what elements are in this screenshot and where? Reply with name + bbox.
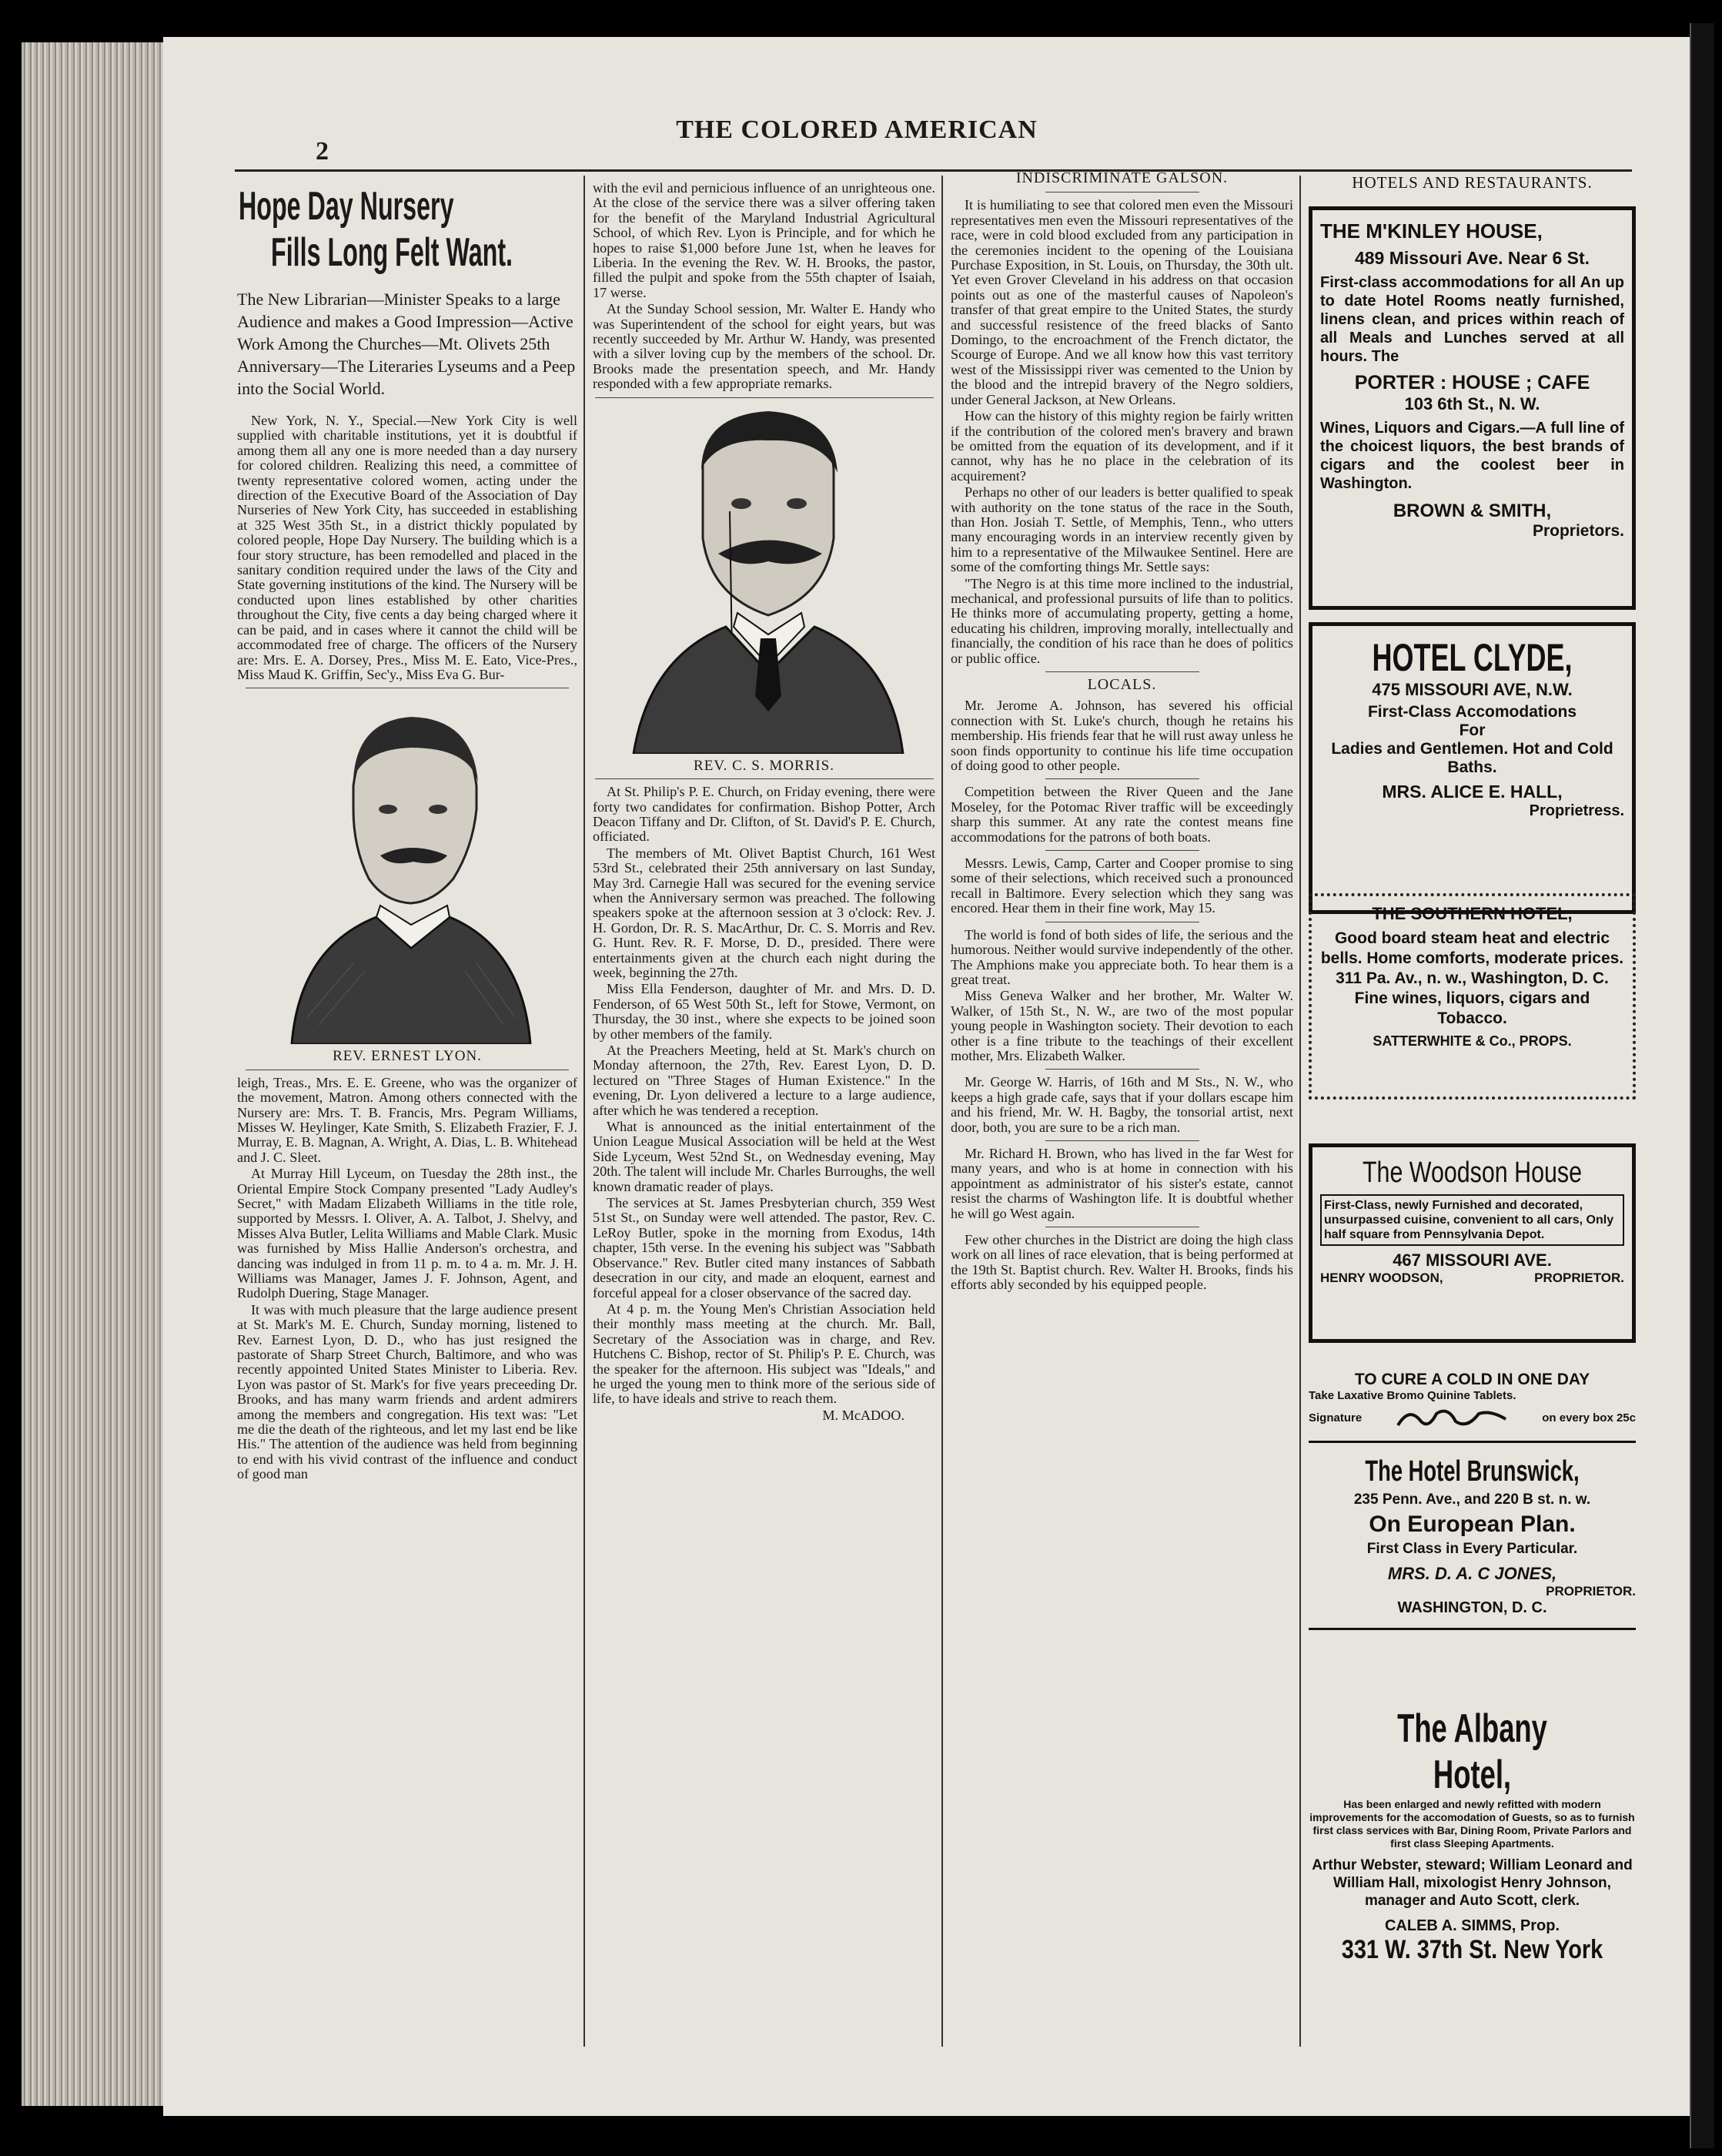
ad-address: 103 6th St., N. W.: [1404, 394, 1540, 413]
page-right-edge: [1690, 23, 1714, 2148]
article-paragraph: It is humiliating to see that colored men even the Missouri representatives men even the Missouri representatives of the race, were in cold blood excluded from any participation in the ceremonies incident to the opening of the Louisiana Purchase Exposition, in St. Louis, on Thursday, the 30th ult. Yet even Grover Cleveland in his address on that occasion points out as one of the masterful causes of Napoleon's transfer of that great empire to the United States, the sturdy and successful resistence of the freed blacks of Santo Domingo, to the encroachment of the French dictator, the Scourge of Europe. And we all know how this vast territory west of the Mississippi river was cemented to the Union by the blood and the intrepid bravery of the Negro soldiers, under General Jackson, at New Orleans.: [951, 197, 1293, 407]
ad-owner: MRS. D. A. C JONES,: [1387, 1564, 1557, 1583]
ad-address: 235 Penn. Ave., and 220 B st. n. w.: [1353, 1491, 1591, 1508]
ad-address: 489 Missouri Ave. Near 6 St.: [1354, 248, 1590, 268]
article-paragraph: with the evil and pernicious influence of an unrighteous one. At the close of the service there was a silver offering taken for the benefit of the Maryland Industrial Agricultural School, of which Rev. Lyon is Principle, and for which he hopes to raise $1,000 before June 1st, when he leaves for Liberia. In the evening the Rev. W. H. Brooks, the pastor, filled the pulpit and spoke from the 55th chapter of Isaiah, 17 werse.: [593, 181, 935, 300]
section-heading: HOTELS AND RESTAURANTS.: [1352, 173, 1593, 192]
headline-line-1: Hope Day Nursery: [239, 184, 454, 229]
portrait-caption: REV. C. S. MORRIS.: [694, 757, 834, 774]
ad-owner: BROWN & SMITH,: [1393, 500, 1552, 521]
rule: [1309, 1441, 1636, 1443]
local-item: Few other churches in the District are doing the high class work on all lines of race elevation, that is being performed at the 19th St. Baptist church. Rev. Walter H. Brooks, finds his efforts ably seconded by his equipped people.: [951, 1232, 1293, 1293]
ad-body: First-class accommodations for all An up to date Hotel Rooms neatly furnished, linens clean, and prices within reach of all Meals and Lunches served at all hours. The: [1320, 274, 1624, 365]
rule: [1309, 1628, 1636, 1630]
ad-title: TO CURE A COLD IN ONE DAY: [1354, 1371, 1590, 1388]
article-paragraph: How can the history of this mighty region be fairly written if the contribution of the colored men's bravery and brawn be omitted from the equation of its development, and if it cannot, why has he no place in the celebration of its acquirement?: [951, 408, 1293, 484]
ad-signature-label: Signature: [1309, 1411, 1363, 1424]
article-paragraph: It was with much pleasure that the large audience present at St. Mark's M. E. Church, Sunday morning, listened to Rev. Earnest Lyon, D. D., who has just resigned the pastorate of Sharp Street Church, Baltimore, and who was recently appointed United States Minister to Liberia. Rev. Lyon was pastor of St. Mark's for five years preceeding Dr. Brooks, and has many warm friends and ardent admirers among the members and congregation. His text was: "Let me die the death of the righteous, and let my last end be like His." The attention of the audience was held from beginning to end with his vivid contrast of the influence and conduct of good man: [237, 1301, 577, 1482]
portrait-ernest-lyon: [246, 694, 569, 1044]
ad-owner-title: Proprietors.: [1532, 522, 1624, 540]
ad-mckinley-house: [1309, 206, 1636, 610]
ad-owner-title: PROPRIETOR.: [1546, 1584, 1636, 1599]
editorial-heading: INDISCRIMINATE GALSON.: [1015, 171, 1229, 186]
local-item: Mr. Richard H. Brown, who has lived in the far West for many years, and who is at home in connection with his appointment as administrator of his sister's estate, cannot resist the charms of Washington life. It is doubtful whether he will go West again.: [951, 1145, 1293, 1221]
ad-albany-hotel: [1309, 1706, 1636, 1965]
ad-owner: MRS. ALICE E. HALL,: [1382, 782, 1563, 802]
ad-title: The Hotel Brunswick,: [1365, 1455, 1580, 1488]
article-paragraph: The members of Mt. Olivet Baptist Church, 161 West 53rd St., celebrated their 25th anniversary on last Sunday, May 3rd. Carnegie Hall was secured for the evening service when the Anniversary sermon was preached. The following speakers spoke at the afternoon session at 3 o'clock: Rev. J. H. Gordon, Dr. R. S. MacArthur, Dr. C. S. Morris and Rev. G. Hunt. Rev. R. F. Morse, D. D., presided. There were entertainments given at the church each night during the week, beginning the 27th.: [593, 845, 935, 980]
column-1: [237, 183, 577, 2039]
ad-city: WASHINGTON, D. C.: [1397, 1599, 1547, 1616]
ad-title: PORTER : HOUSE ; CAFE: [1354, 372, 1590, 393]
headline-line-2: Fills Long Felt Want.: [271, 230, 513, 275]
article-paragraph: Perhaps no other of our leaders is better qualified to speak with authority on the tone status of the race in the South, than Hon. Josiah T. Settle, of Memphis, Tenn., who utters many encouraging words in an interview recently given by him to a representative of the Milwaukee Sentinel. Here are some of the comforting things Mr. Settle says:: [951, 484, 1293, 575]
author-signature: M. McADOO.: [822, 1407, 904, 1423]
ad-line: Ladies and Gentlemen. Hot and Cold Baths.: [1331, 740, 1613, 776]
ad-body: Good board steam heat and electric bells. Home comforts, moderate prices. 311 Pa. Av., n. w., Washington, D. C. Fine wines, liquors, cigars and Tobacco.: [1320, 929, 1624, 1027]
article-paragraph: At the Preachers Meeting, held at St. Mark's church on Monday afternoon, the 27th, Rev. Earest Lyon, D. D. lectured on "Three Stages of Human Existence." In the evening, Dr. Lyon delivered a lecture to a large audience, after which he was tendered a reception.: [593, 1043, 935, 1118]
local-item: Miss Geneva Walker and her brother, Mr. Walter W. Walker, of 15th St., N. W., are two of the most popular young people in Washington society. Their devotion to each other is a fine tribute to the teachings of their excellent mother, Mrs. Elizabeth Walker.: [951, 988, 1293, 1063]
rule: [1045, 778, 1199, 779]
ad-body: Take Laxative Bromo Quinine Tablets.: [1309, 1389, 1516, 1402]
ad-staff: Arthur Webster, steward; William Leonard and William Hall, mixologist Henry Johnson, manager and Auto Scott, clerk.: [1312, 1857, 1633, 1909]
article-deck: The New Librarian—Minister Speaks to a large Audience and makes a Good Impression—Active Work Among the Churches—Mt. Olivets 25th Anniversary—The Literaries Lyseums and a Peep into the Social World.: [237, 290, 576, 398]
article-paragraph: At the Sunday School session, Mr. Walter E. Handy who was Superintendent of the school for eight years, but was recently succeeded by Mr. Arthur W. Handy, was presented with a silver loving cup by the members of the school. Dr. Brooks made the presentation speech, and Mr. Handy responded with a few appropriate remarks.: [593, 301, 935, 392]
local-item: Messrs. Lewis, Camp, Carter and Cooper promise to sing some of their selections, which received such a pronounced recall in Baltimore. Every selection which they sang was encored. Hear them in their fine work, May 15.: [951, 855, 1293, 916]
article-paragraph: At Murray Hill Lyceum, on Tuesday the 28th inst., the Oriental Empire Stock Company presented "Lady Audley's Secret," with Madam Elizabeth Williams in the title role, supported by Messrs. I. Oliver, A. A. Talbot, J. Shelvy, and Misses Alva Butler, Lelita Williams and Mable Clark. Music was furnished by Miss Hallie Anderson's orchestra, and dancing was indulged in from 11 p. m. to 4 a. m. Mr. J. H. Williams was Manager, James J. F. Johnson, Agent, and Rudolph Duering, Stage Manager.: [237, 1166, 577, 1301]
ad-owner-title: Proprietress.: [1529, 802, 1624, 819]
ad-body: Has been enlarged and newly refitted with modern improvements for the accomodation of Guests, so as to furnish first class services with Bar, Dining Room, Private Parlors and first class Sleeping Apartments.: [1309, 1798, 1635, 1850]
ad-cold-cure: [1309, 1371, 1636, 1443]
ad-owner-title: PROPRIETOR.: [1534, 1270, 1624, 1285]
local-item: The world is fond of both sides of life, the serious and the humorous. Neither would survive independently of the other. The Amphions make you appreciate both. To hear them is a great treat.: [951, 926, 1293, 987]
ad-plan: On European Plan.: [1369, 1512, 1576, 1537]
ad-southern-hotel: [1309, 893, 1636, 1100]
ad-line: First-Class Accomodations: [1367, 703, 1577, 721]
book-binding-edge: [22, 42, 164, 2106]
ad-owner: CALEB A. SIMMS, Prop.: [1384, 1917, 1560, 1934]
rule: [1045, 850, 1199, 851]
rule: [1045, 1069, 1199, 1070]
ad-owner: HENRY WOODSON,: [1320, 1270, 1443, 1285]
masthead-rule: [235, 169, 1632, 172]
rule: [595, 397, 934, 398]
ad-title: The Woodson House: [1362, 1157, 1583, 1189]
local-item: Competition between the River Queen and the Jane Moseley, for the Potomac River traffic will be exceedingly sharp this summer. At any rate the contest means fine accommodations for the patrons of both boats.: [951, 784, 1293, 845]
article-paragraph: New York, N. Y., Special.—New York City is well supplied with charitable institutions, yet it is doubtful if among them all any one is more needed than a day nursery for colored children. Realizing this need, a committee of twenty representative colored women, acting under the direction of the Executive Board of the Association of Day Nurseries of New York City, has succeeded in establishing at 325 West 35th St., in a district thickly populated by colored people, Hope Day Nursery. The building which is a four story structure, has been remodelled and placed in the sanitary condition required under the laws of the City and State governing institutions of the kind. The Nursery will be conducted upon lines established by other charities throughout the City, five cents a day being charged where it can be paid, and in cases where it cannot the child will be accommodated free of charge. The officers of the Nursery are: Mrs. E. A. Dorsey, Pres., Miss M. E. Eato, Vice-Pres., Miss Maud K. Griffin, Sec'y., Miss Eva G. Bur-: [237, 413, 577, 682]
article-paragraph: leigh, Treas., Mrs. E. E. Greene, who was the organizer of the movement, Matron. Among others connected with the Nursery are: Mrs. T. B. Francis, Mrs. Pegram Williams, Misses W. Heylinger, Kate Smith, S. Elizabeth Frazier, F. J. Murray, E. B. Magnan, A. Wright, A. Dias, L. B. Whitehead and J. C. Sleet.: [237, 1074, 577, 1165]
ad-signature-note: on every box 25c: [1542, 1411, 1636, 1424]
rule: [595, 778, 934, 779]
column-divider: [941, 176, 943, 2047]
local-item: Mr. George W. Harris, of 16th and M Sts., N. W., who keeps a high grade cafe, says that if your dollars escape him and his friend, Mr. W. H. Bagby, the tonsorial artist, next door, both, you are sure to be a rich man.: [951, 1074, 1293, 1135]
ad-title: HOTEL CLYDE,: [1372, 636, 1573, 679]
column-divider: [1299, 176, 1301, 2047]
portrait-caption: REV. ERNEST LYON.: [333, 1048, 482, 1065]
column-divider: [583, 176, 585, 2047]
ad-hotel-brunswick: [1309, 1455, 1636, 1630]
ad-title: THE SOUTHERN HOTEL,: [1372, 904, 1573, 923]
column-2: [593, 181, 935, 2040]
ad-woodson-house: [1309, 1143, 1636, 1343]
article-paragraph: What is announced as the initial entertainment of the Union League Musical Association will be held at the West Side Lyceum, West 52nd St., on Wednesday evening, May 20th. The talent will include Mr. Charles Burroughs, the well known dramatic reader of plays.: [593, 1119, 935, 1194]
article-paragraph: At St. Philip's P. E. Church, on Friday evening, there were forty two candidates for confirmation. Bishop Potter, Arch Deacon Tiffany and Dr. Clifton, of St. David's P. E. Church, officiated.: [593, 784, 935, 845]
ad-owner: SATTERWHITE & Co., PROPS.: [1373, 1033, 1572, 1049]
local-item: Mr. Jerome A. Johnson, has severed his official connection with St. Luke's church, though he retains his membership. His friends fear that he will rust away unless he soon finds opportunity to continue his life time occupation of doing good to other people.: [951, 698, 1293, 774]
ad-line: For: [1459, 721, 1486, 739]
article-paragraph: The services at St. James Presbyterian church, 359 West 51st St., on Sunday were well attended. The pastor, Rev. C. LeRoy Butler, spoke in the morning from Exodus, 14th chapter, 15th verse. In the evening his subject was "Sabbath Observance." Rev. Butler cited many instances of Sabbath desecration in our city, and made an eloquent, earnest and forceful appeal for a closer observance of the sacred day.: [593, 1195, 935, 1301]
ad-address: 331 W. 37th St. New York: [1341, 1935, 1603, 1964]
article-paragraph: Miss Ella Fenderson, daughter of Mr. and Mrs. D. D. Fenderson, of 65 West 50th St., left for Stowe, Vermont, on Thursday, the 30 inst., where she expects to be joined soon by other members of the family.: [593, 981, 935, 1042]
ad-title: THE M'KINLEY HOUSE,: [1320, 219, 1543, 243]
ad-hotel-clyde: [1309, 622, 1636, 914]
ad-title: The Albany Hotel,: [1397, 1706, 1547, 1797]
masthead-title: THE COLORED AMERICAN: [676, 116, 1038, 144]
article-paragraph: "The Negro is at this time more inclined to the industrial, mechanical, and professional pursuits of life than to politics. He thinks more of accumulating property, getting a home, educating his children, improving morally, intellectually and financially, the condition of his race than he does of politics or public office.: [951, 575, 1293, 666]
ads-section-heading: [1309, 173, 1636, 192]
ad-body: Wines, Liquors and Cigars.—A full line of the choicest liquors, the best brands of cigars and the coolest beer in Washington.: [1320, 420, 1624, 492]
portrait-cs-morris: [603, 403, 926, 754]
ad-body: First-Class, newly Furnished and decorated, unsurpassed cuisine, convenient to all cars, Only half square from Pennsylvania Depot.: [1320, 1194, 1624, 1246]
article-paragraph: At 4 p. m. the Young Men's Christian Association held their monthly mass meeting at the church. Mr. Ball, Secretary of the Association was in charge, and Rev. Hutchens C. Bishop, rector of St. Philip's P. E. Church, was the speaker for the afternoon. His subject was "Ideals," and he urged the young men to think more of the serious side of life, to have ideals and strive to reach them.: [593, 1301, 935, 1407]
page-number: 2: [316, 137, 329, 166]
ad-line: First Class in Every Particular.: [1366, 1541, 1578, 1557]
ad-address: 475 MISSOURI AVE, N.W.: [1372, 680, 1573, 699]
locals-heading: LOCALS.: [1087, 676, 1157, 693]
signature-scrawl-icon: [1394, 1402, 1510, 1433]
rule: [1045, 1140, 1199, 1141]
column-3: [951, 171, 1293, 2040]
ad-address: 467 MISSOURI AVE.: [1393, 1250, 1552, 1270]
rule: [1045, 671, 1199, 672]
